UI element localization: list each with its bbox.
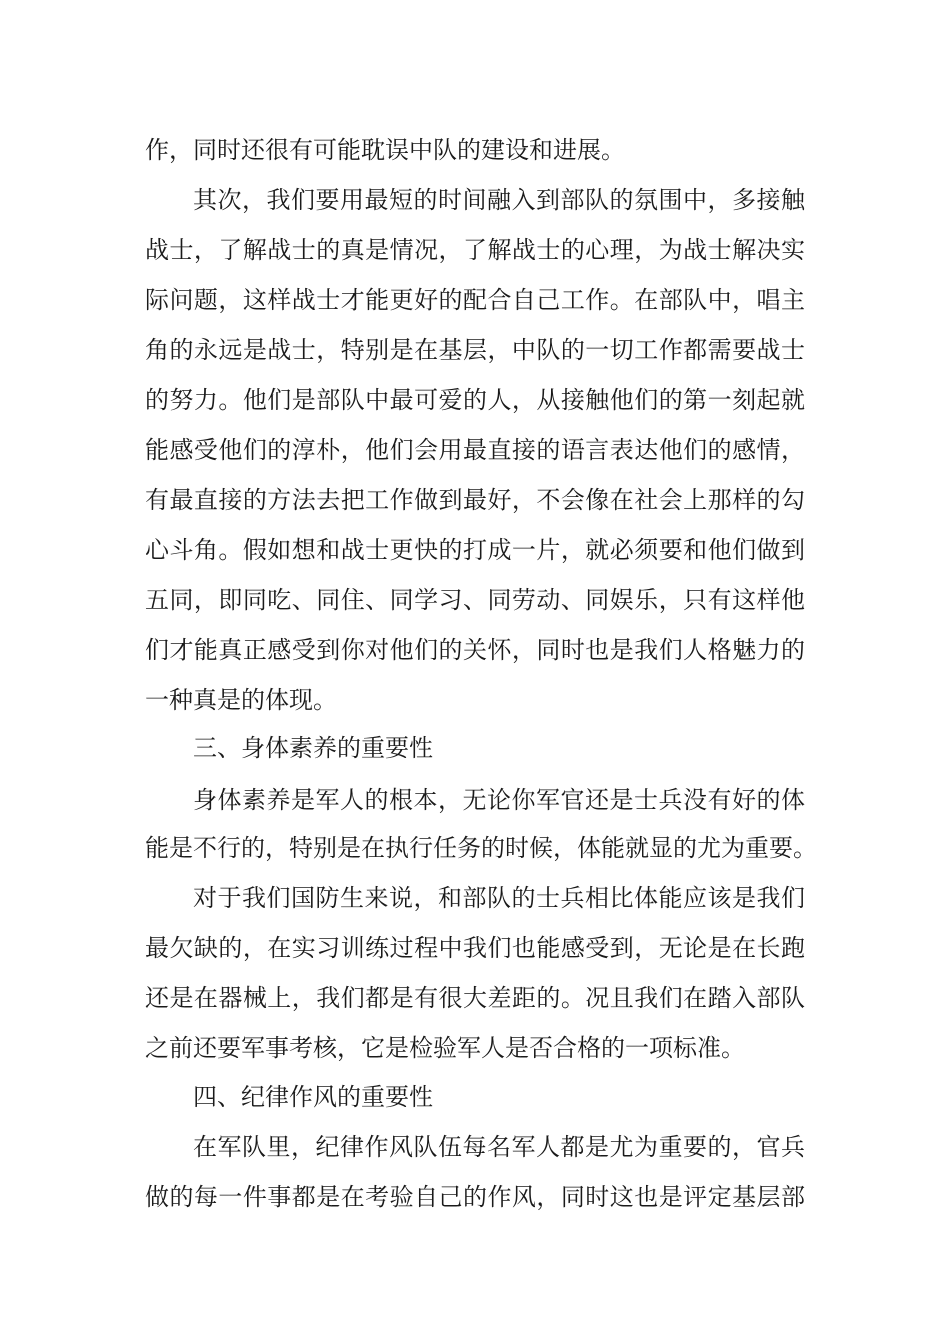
text-line: 能感受他们的淳朴，他们会用最直接的语言表达他们的感情， <box>145 436 805 464</box>
text-line: 在军队里，纪律作风队伍每名军人都是尤为重要的，官兵 <box>193 1133 805 1161</box>
section-heading: 三、身体素养的重要性 <box>193 734 433 762</box>
text-line: 之前还要军事考核，它是检验军人是否合格的一项标准。 <box>145 1034 745 1062</box>
text-line: 战士，了解战士的真是情况，了解战士的心理，为战士解决实 <box>145 236 805 264</box>
text-line: 有最直接的方法去把工作做到最好，不会像在社会上那样的勾 <box>145 486 805 514</box>
text-line: 身体素养是军人的根本，无论你军官还是士兵没有好的体 <box>193 786 805 814</box>
text-line: 其次，我们要用最短的时间融入到部队的氛围中，多接触 <box>193 186 805 214</box>
text-line: 际问题，这样战士才能更好的配合自己工作。在部队中，唱主 <box>145 286 805 314</box>
text-line: 还是在器械上，我们都是有很大差距的。况且我们在踏入部队 <box>145 984 805 1012</box>
section-heading: 四、纪律作风的重要性 <box>193 1083 433 1111</box>
text-line: 能是不行的，特别是在执行任务的时候，体能就显的尤为重要。 <box>145 834 817 862</box>
text-line: 一种真是的体现。 <box>145 686 337 714</box>
text-line: 五同，即同吃、同住、同学习、同劳动、同娱乐，只有这样他 <box>145 586 805 614</box>
text-line: 心斗角。假如想和战士更快的打成一片，就必须要和他们做到 <box>145 536 805 564</box>
text-line: 做的每一件事都是在考验自己的作风，同时这也是评定基层部 <box>145 1183 805 1211</box>
text-line: 角的永远是战士，特别是在基层，中队的一切工作都需要战士 <box>145 336 805 364</box>
text-line: 们才能真正感受到你对他们的关怀，同时也是我们人格魅力的 <box>145 636 805 664</box>
text-line: 最欠缺的，在实习训练过程中我们也能感受到，无论是在长跑 <box>145 934 805 962</box>
text-line: 作，同时还很有可能耽误中队的建设和进展。 <box>145 136 625 164</box>
text-line: 对于我们国防生来说，和部队的士兵相比体能应该是我们 <box>193 884 805 912</box>
text-line: 的努力。他们是部队中最可爱的人，从接触他们的第一刻起就 <box>145 386 805 414</box>
